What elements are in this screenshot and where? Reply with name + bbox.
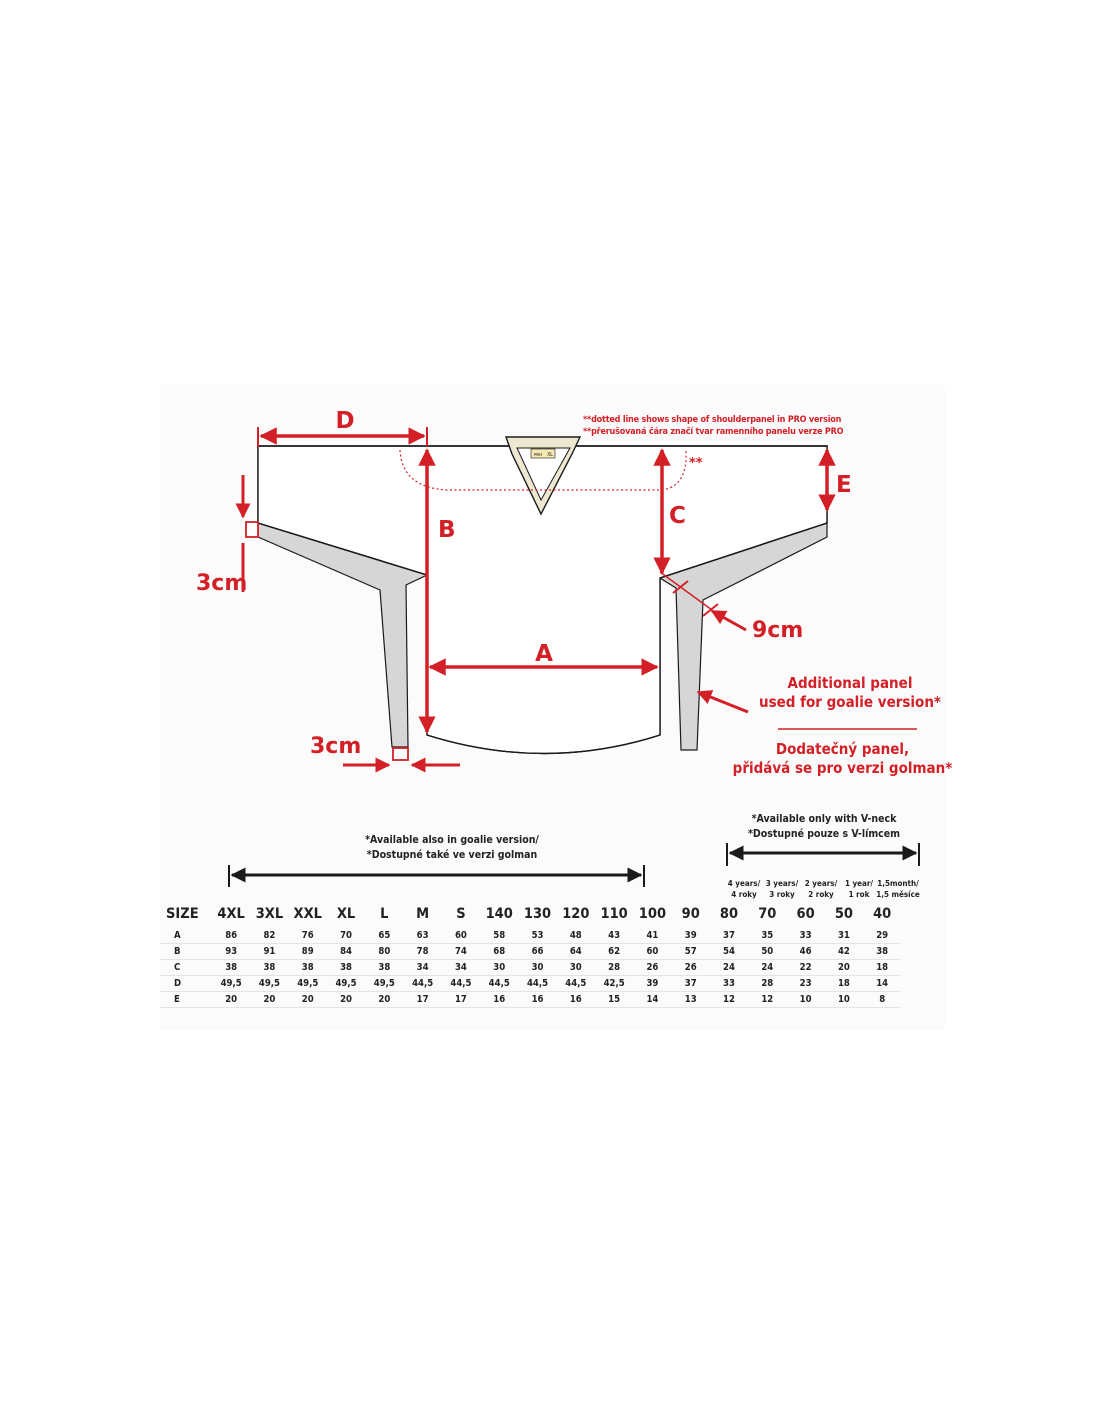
table-cell: 22 (786, 960, 824, 976)
table-cell: 23 (786, 976, 824, 992)
table-cell: 44,5 (403, 976, 441, 992)
table-cell: 63 (403, 928, 441, 944)
vneck-availability-note: *Available only with V-neck *Dostupné pouze s V-límcem (747, 813, 901, 840)
table-cell: 13 (672, 992, 710, 1008)
size-header-cell: 110 (600, 906, 628, 922)
table-cell: 14 (863, 976, 901, 992)
table-cell: 66 (518, 944, 556, 960)
table-row (160, 992, 901, 1008)
table-cell: 86 (212, 928, 250, 944)
table-cell: 26 (633, 960, 671, 976)
size-header-cell: 90 (681, 906, 700, 922)
age-label-70: 3 years/ 3 roky (765, 879, 799, 899)
table-cell: 39 (633, 976, 671, 992)
table-cell: 33 (710, 976, 748, 992)
table-cell: 20 (327, 992, 365, 1008)
size-header-cell: 140 (485, 906, 513, 922)
table-cell: 10 (786, 992, 824, 1008)
size-header-cell: XXL (293, 906, 322, 922)
table-cell: 64 (557, 944, 595, 960)
size-header-cell: 100 (638, 906, 667, 922)
table-cell: 38 (327, 960, 365, 976)
table-cell: 12 (748, 992, 786, 1008)
table-cell: 20 (289, 992, 327, 1008)
table-cell: 58 (480, 928, 518, 944)
table-cell: 35 (748, 928, 786, 944)
table-cell: 46 (786, 944, 824, 960)
table-cell: 37 (710, 928, 748, 944)
table-cell: 68 (480, 944, 518, 960)
label-e: E (836, 472, 852, 498)
table-cell: 15 (595, 992, 633, 1008)
table-cell: 80 (365, 944, 403, 960)
row-label: E (160, 992, 212, 1008)
table-cell: 30 (518, 960, 556, 976)
table-cell: 54 (710, 944, 748, 960)
table-cell: 49,5 (212, 976, 250, 992)
neck-tag-size: XL (547, 452, 553, 458)
table-cell: 39 (672, 928, 710, 944)
table-cell: 65 (365, 928, 403, 944)
table-cell: 49,5 (250, 976, 288, 992)
table-cell: 42 (825, 944, 863, 960)
size-header-cell: 40 (873, 906, 892, 922)
table-cell: 60 (633, 944, 671, 960)
table-cell: 49,5 (327, 976, 365, 992)
table-cell: 78 (403, 944, 441, 960)
table-cell: 44,5 (480, 976, 518, 992)
table-cell: 49,5 (365, 976, 403, 992)
table-cell: 30 (480, 960, 518, 976)
table-cell: 44,5 (442, 976, 480, 992)
table-cell: 42,5 (595, 976, 633, 992)
table-cell: 24 (748, 960, 786, 976)
label-b: B (438, 517, 456, 543)
note-dotted-line-en: **dotted line shows shape of shoulderpanel in PRO version (583, 415, 842, 425)
table-cell: 16 (518, 992, 556, 1008)
note-dotted-line-cz: **přerušovaná čára značí tvar ramenního panelu verze PRO (583, 427, 844, 437)
size-label: SIZE (166, 906, 199, 922)
age-label-80: 4 years/ 4 roky (727, 879, 761, 899)
table-cell: 38 (863, 944, 901, 960)
table-cell: 29 (863, 928, 901, 944)
table-cell: 44,5 (518, 976, 556, 992)
table-cell: 17 (403, 992, 441, 1008)
size-header-cell: 80 (719, 906, 739, 922)
table-cell: 76 (289, 928, 327, 944)
table-row (160, 928, 901, 944)
table-cell: 84 (327, 944, 365, 960)
additional-panel-en: Additional panel used for goalie version* (759, 674, 941, 711)
table-cell: 20 (825, 960, 863, 976)
table-cell: 34 (442, 960, 480, 976)
table-cell: 16 (480, 992, 518, 1008)
size-header-cell: M (416, 906, 430, 922)
table-cell: 26 (672, 960, 710, 976)
table-cell: 89 (289, 944, 327, 960)
additional-panel-cz: Dodatečný panel, přidává se pro verzi golman* (732, 740, 953, 777)
table-cell: 33 (786, 928, 824, 944)
table-cell: 34 (403, 960, 441, 976)
size-header-cell: S (456, 906, 466, 922)
neck-tag-brand: ꜰʀʜ (534, 452, 542, 458)
table-cell: 60 (442, 928, 480, 944)
table-cell: 20 (250, 992, 288, 1008)
table-cell: 38 (365, 960, 403, 976)
table-row (160, 944, 901, 960)
table-cell: 50 (748, 944, 786, 960)
size-header-row (160, 900, 901, 928)
table-cell: 12 (710, 992, 748, 1008)
table-cell: 38 (212, 960, 250, 976)
table-cell: 38 (289, 960, 327, 976)
table-cell: 31 (825, 928, 863, 944)
row-label: A (160, 928, 212, 944)
table-cell: 17 (442, 992, 480, 1008)
table-cell: 44,5 (557, 976, 595, 992)
size-header-cell: 3XL (255, 906, 284, 922)
table-cell: 18 (863, 960, 901, 976)
size-header-cell: 60 (796, 906, 815, 922)
table-cell: 53 (518, 928, 556, 944)
table-cell: 62 (595, 944, 633, 960)
table-cell: 28 (595, 960, 633, 976)
table-cell: 91 (250, 944, 288, 960)
table-cell: 20 (365, 992, 403, 1008)
table-cell: 43 (595, 928, 633, 944)
size-header-cell: 130 (523, 906, 552, 922)
table-cell: 16 (557, 992, 595, 1008)
goalie-availability-note: *Available also in goalie version/ *Dostupné také ve verzi golman (365, 834, 539, 861)
age-label-60: 2 years/ 2 roky (804, 879, 838, 899)
table-cell: 49,5 (289, 976, 327, 992)
age-label-50: 1 year/ 1 rok (844, 879, 874, 899)
table-cell: 48 (557, 928, 595, 944)
table-row (160, 960, 901, 976)
table-cell: 30 (557, 960, 595, 976)
table-cell: 74 (442, 944, 480, 960)
table-cell: 37 (672, 976, 710, 992)
table-cell: 20 (212, 992, 250, 1008)
table-cell: 38 (250, 960, 288, 976)
table-cell: 93 (212, 944, 250, 960)
table-cell: 57 (672, 944, 710, 960)
size-table (160, 900, 901, 1008)
age-label-40: 1,5month/ 1,5 měsíce (876, 879, 920, 899)
size-header-cell: XL (336, 906, 356, 922)
label-3cm-top: 3cm (196, 571, 248, 596)
size-header-cell: L (380, 906, 389, 922)
table-cell: 14 (633, 992, 671, 1008)
label-3cm-bottom: 3cm (310, 734, 362, 759)
table-cell: 8 (863, 992, 901, 1008)
table-cell: 82 (250, 928, 288, 944)
label-c: C (669, 503, 686, 529)
label-9cm: 9cm (752, 618, 804, 643)
table-cell: 41 (633, 928, 671, 944)
size-header-cell: 120 (562, 906, 590, 922)
size-header-cell: 4XL (217, 906, 245, 922)
table-row (160, 976, 901, 992)
row-label: B (160, 944, 212, 960)
row-label: D (160, 976, 212, 992)
row-label: C (160, 960, 212, 976)
table-cell: 70 (327, 928, 365, 944)
table-cell: 10 (825, 992, 863, 1008)
double-star-mark: ** (689, 456, 703, 471)
table-cell: 18 (825, 976, 863, 992)
size-header-cell: 50 (834, 906, 853, 922)
table-cell: 28 (748, 976, 786, 992)
label-a: A (535, 641, 553, 667)
table-cell: 24 (710, 960, 748, 976)
size-header-cell: 70 (758, 906, 777, 922)
label-d: D (335, 408, 355, 434)
